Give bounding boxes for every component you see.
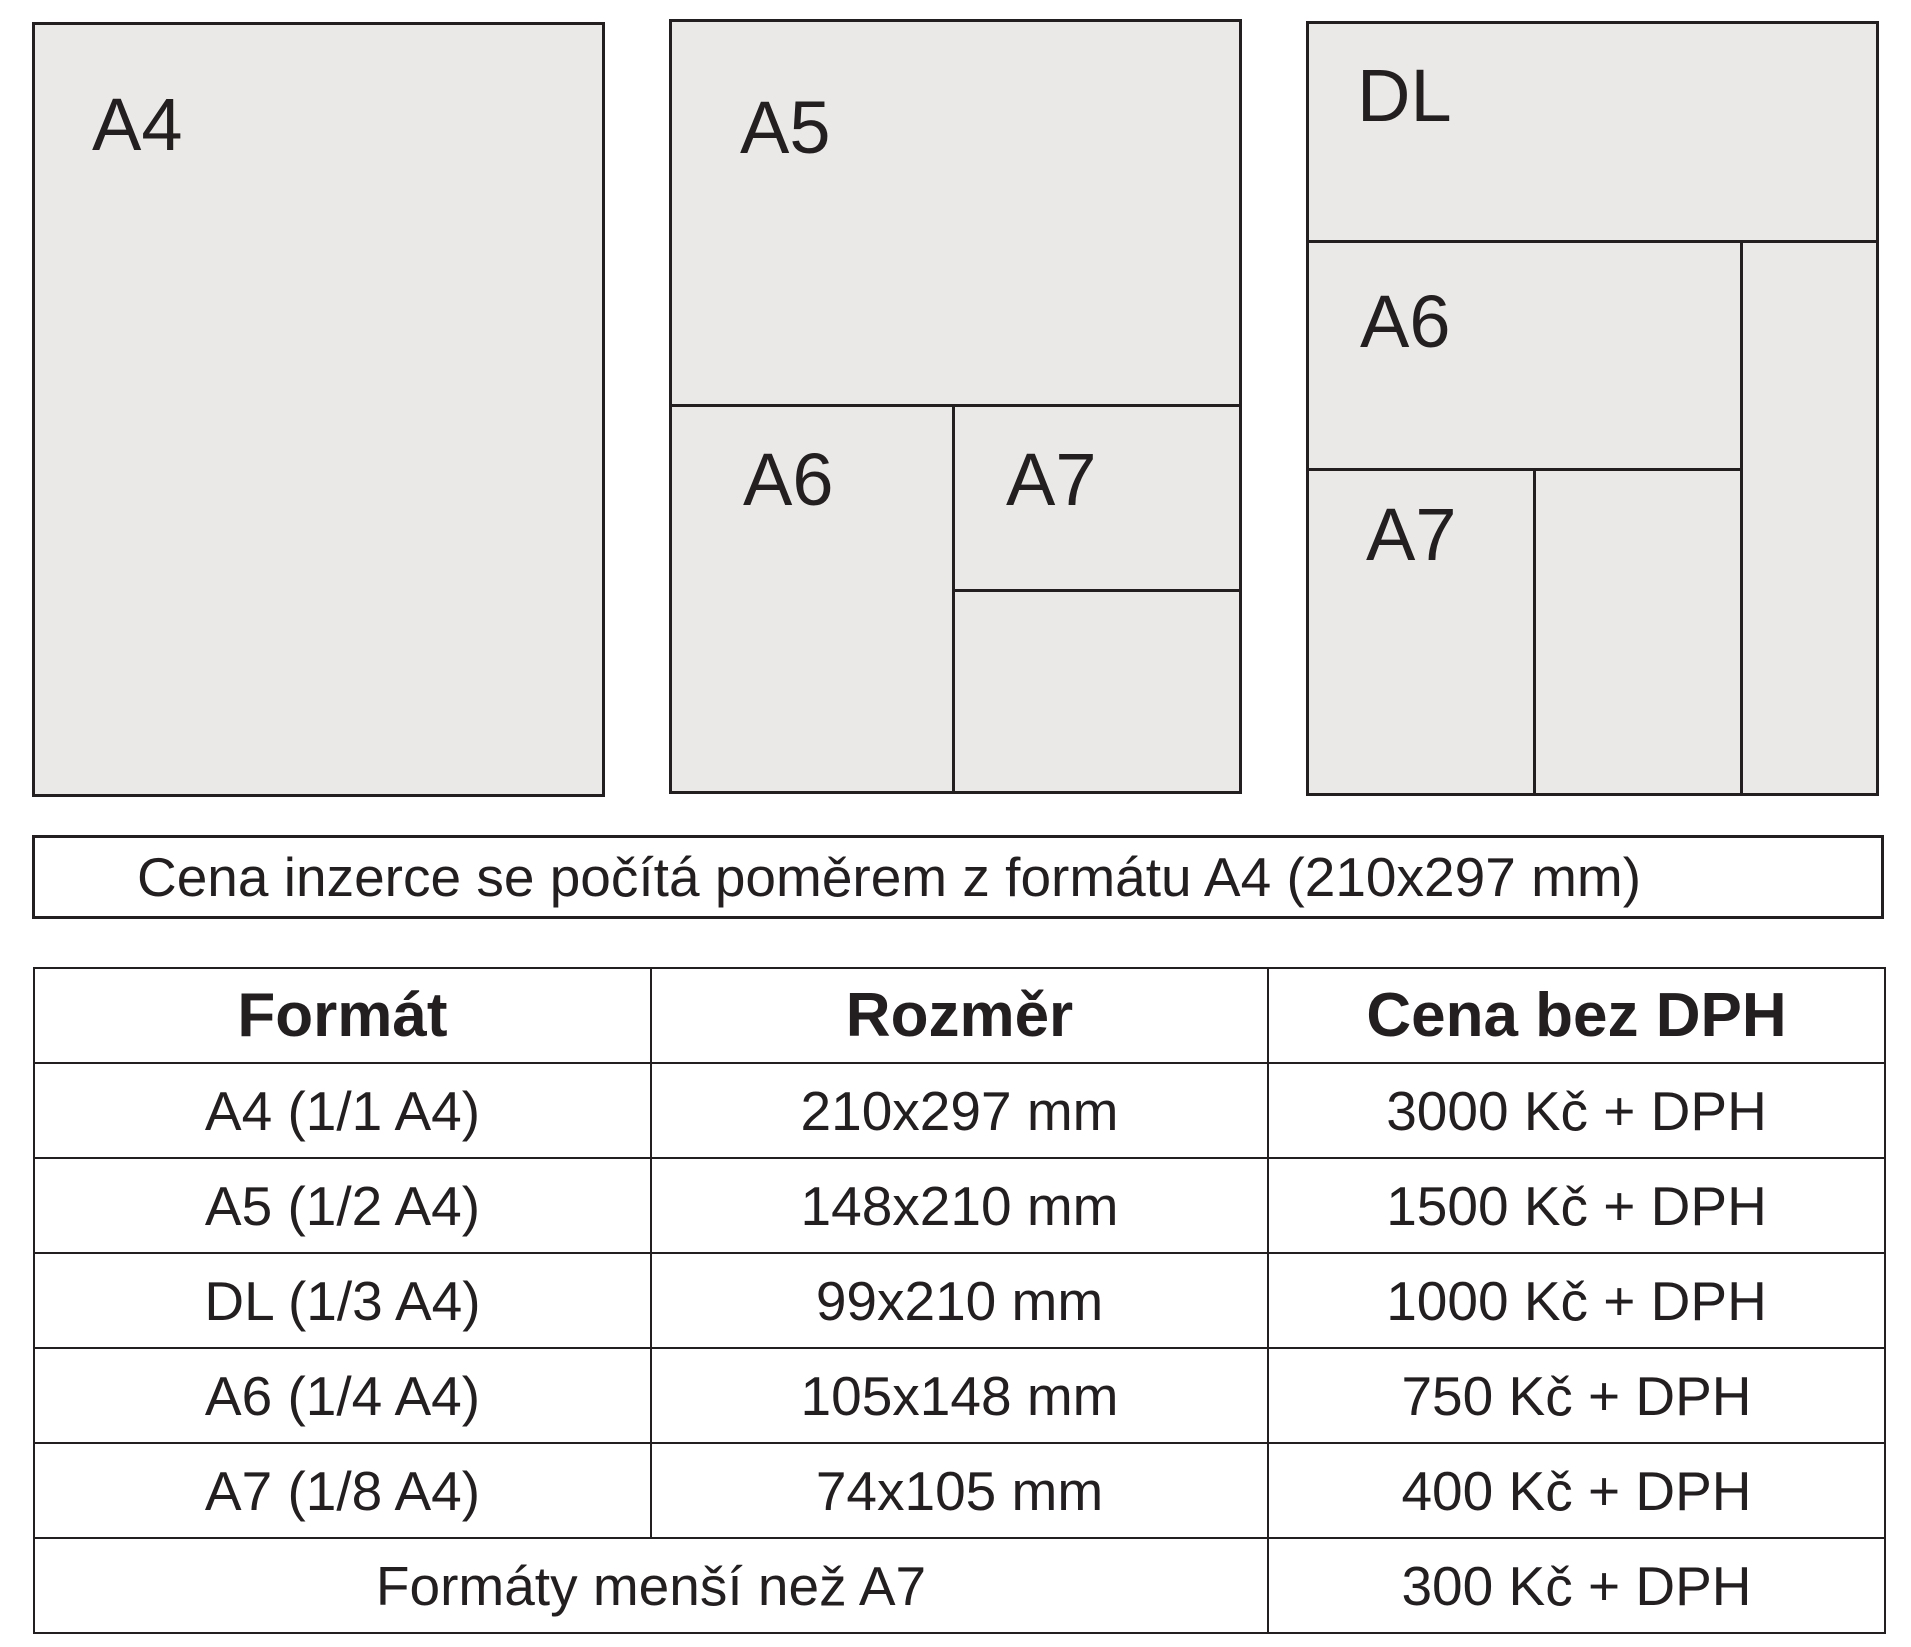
format-cell: A6 (1/4 A4) [34, 1348, 651, 1443]
price-cell: 1000 Kč + DPH [1268, 1253, 1885, 1348]
table-row [34, 1063, 1885, 1158]
format-cell: A4 (1/1 A4) [34, 1063, 651, 1158]
dl-a7-vertical-divider [1533, 468, 1536, 796]
size-cell: 74x105 mm [651, 1443, 1268, 1538]
header-format: Formát [34, 968, 651, 1063]
dl-a6-divider [1306, 468, 1743, 471]
dl-a6-vertical-divider [1740, 240, 1743, 796]
table-row [34, 1348, 1885, 1443]
price-table [33, 967, 1886, 1634]
table-row [34, 1158, 1885, 1253]
footer-price-cell: 300 Kč + DPH [1268, 1538, 1885, 1633]
a5-divider [669, 404, 1242, 407]
size-cell: 210x297 mm [651, 1063, 1268, 1158]
dl-layout-sheet [1306, 21, 1879, 796]
table-row [34, 1253, 1885, 1348]
a6-label: A6 [743, 438, 834, 521]
size-cell: 99x210 mm [651, 1253, 1268, 1348]
a6-divider [952, 404, 955, 794]
size-cell: 148x210 mm [651, 1158, 1268, 1253]
format-cell: DL (1/3 A4) [34, 1253, 651, 1348]
dl-divider [1306, 240, 1879, 243]
footer-format-cell: Formáty menší než A7 [34, 1538, 1268, 1633]
price-cell: 750 Kč + DPH [1268, 1348, 1885, 1443]
price-cell: 1500 Kč + DPH [1268, 1158, 1885, 1253]
dl-a6-label: A6 [1360, 280, 1451, 363]
a7-divider [952, 589, 1242, 592]
header-size: Rozměr [651, 968, 1268, 1063]
a4-label: A4 [92, 83, 183, 166]
table-header-row [34, 968, 1885, 1063]
price-cell: 400 Kč + DPH [1268, 1443, 1885, 1538]
a5-label: A5 [740, 86, 831, 169]
dl-a7-label: A7 [1366, 493, 1457, 576]
size-cell: 105x148 mm [651, 1348, 1268, 1443]
a7-label: A7 [1006, 438, 1097, 521]
table-row [34, 1443, 1885, 1538]
dl-label: DL [1357, 54, 1452, 137]
header-price: Cena bez DPH [1268, 968, 1885, 1063]
pricing-note: Cena inzerce se počítá poměrem z formátu A4 (210x297 mm) [32, 835, 1884, 919]
table-footer-row [34, 1538, 1885, 1633]
format-cell: A5 (1/2 A4) [34, 1158, 651, 1253]
price-cell: 3000 Kč + DPH [1268, 1063, 1885, 1158]
format-cell: A7 (1/8 A4) [34, 1443, 651, 1538]
